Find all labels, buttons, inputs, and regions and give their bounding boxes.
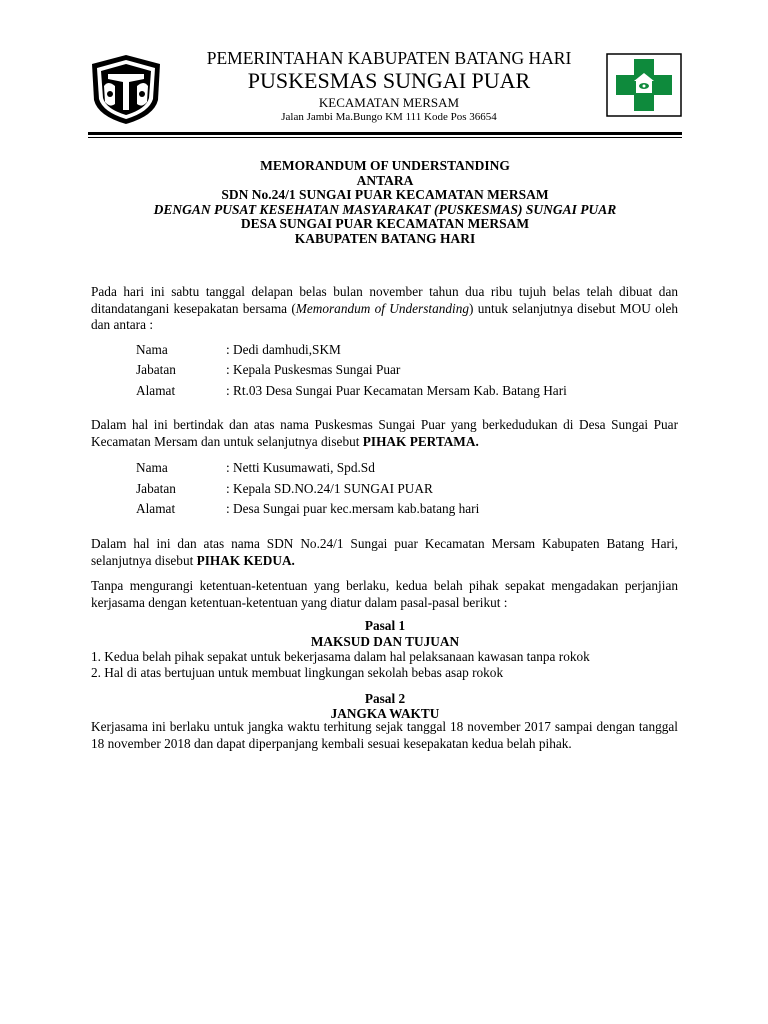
field-value: : Kepala Puskesmas Sungai Puar — [226, 362, 401, 377]
letterhead — [0, 0, 768, 140]
title-line-3: SDN No.24/1 SUNGAI PUAR KECAMATAN MERSAM — [221, 187, 549, 203]
field-label: Jabatan — [136, 481, 176, 496]
title-line-5: DESA SUNGAI PUAR KECAMATAN MERSAM — [240, 216, 530, 232]
field-value: : Dedi damhudi,SKM — [226, 342, 341, 357]
letterhead-text — [180, 50, 598, 123]
pasal1-number: Pasal 1 — [364, 618, 406, 633]
field-value: : Kepala SD.NO.24/1 SUNGAI PUAR — [226, 481, 433, 496]
party1-statement: Dalam hal ini bertindak dan atas nama Puskesmas Sungai Puar yang berkedudukan di Desa Sungai Puar Kecamatan Mersam dan untuk selanjutnya disebut PIHAK PERTAMA. — [91, 417, 678, 449]
pasal2-text: Kerjasama ini berlaku untuk jangka waktu terhitung sejak tanggal 18 november 2017 sampai dengan tanggal 18 november 2018 dan dapat diperpanjang kembali sesuai kesepakatan kedua belah pihak. — [91, 719, 678, 751]
puskesmas-cross-icon — [606, 53, 682, 117]
header-divider-thick — [88, 132, 682, 135]
pasal1-item-2: 2. Hal di atas bertujuan untuk membuat lingkungan sekolah bebas asap rokok — [91, 665, 504, 680]
regency-coat-of-arms-icon — [88, 52, 164, 126]
field-value: : Rt.03 Desa Sungai Puar Kecamatan Mersam Kab. Batang Hari — [226, 383, 567, 398]
field-label: Nama — [136, 460, 168, 475]
party1-designation: PIHAK PERTAMA. — [362, 433, 479, 449]
letterhead-district: KECAMATAN MERSAM — [318, 94, 460, 110]
letterhead-address: Jalan Jambi Ma.Bungo KM 111 Kode Pos 36654 — [281, 110, 497, 123]
letterhead-institution: PUSKESMAS SUNGAI PUAR — [247, 67, 531, 93]
pasal2-number: Pasal 2 — [364, 691, 406, 706]
pasal1-heading: MAKSUD DAN TUJUAN — [310, 634, 460, 649]
intro-italic-term: Memorandum of Understanding — [295, 300, 470, 316]
document-title — [88, 159, 682, 247]
pasal2-heading: JANGKA WAKTU — [330, 706, 440, 721]
field-value: : Netti Kusumawati, Spd.Sd — [226, 460, 375, 475]
field-label: Alamat — [136, 383, 176, 398]
party2-designation: PIHAK KEDUA. — [196, 552, 295, 568]
title-line-2: ANTARA — [356, 172, 414, 188]
party2-statement: Dalam hal ini dan atas nama SDN No.24/1 Sungai puar Kecamatan Mersam Kabupaten Batang Hari, selanjutnya disebut PIHAK KEDUA. — [91, 536, 678, 568]
letterhead-government: PEMERINTAHAN KABUPATEN BATANG HARI — [206, 48, 572, 68]
pasal1-item-1: 1. Kedua belah pihak sepakat untuk bekerjasama dalam hal pelaksanaan kawasan tanpa rokok — [91, 649, 590, 664]
field-value: : Desa Sungai puar kec.mersam kab.batang hari — [226, 501, 480, 516]
field-label: Nama — [136, 342, 168, 357]
field-label: Alamat — [136, 501, 176, 516]
header-divider-thin — [88, 137, 682, 138]
field-label: Jabatan — [136, 362, 176, 377]
agreement-paragraph: Tanpa mengurangi ketentuan-ketentuan yang berlaku, kedua belah pihak sepakat mengadakan perjanjian kerjasama dengan ketentuan-ketentuan yang diatur dalam pasal-pasal berikut : — [91, 578, 678, 610]
title-line-6: KABUPATEN BATANG HARI — [294, 230, 476, 246]
title-line-4: DENGAN PUSAT KESEHATAN MASYARAKAT (PUSKESMAS) SUNGAI PUAR — [153, 201, 617, 217]
title-line-1: MEMORANDUM OF UNDERSTANDING — [260, 158, 510, 173]
intro-paragraph: Pada hari ini sabtu tanggal delapan belas bulan november tahun dua ribu tujuh belas telah dibuat dan ditandatangani kesepakatan bersama (Memorandum of Understanding) untuk selanjutnya disebut MOU oleh dan antara : — [91, 284, 678, 332]
